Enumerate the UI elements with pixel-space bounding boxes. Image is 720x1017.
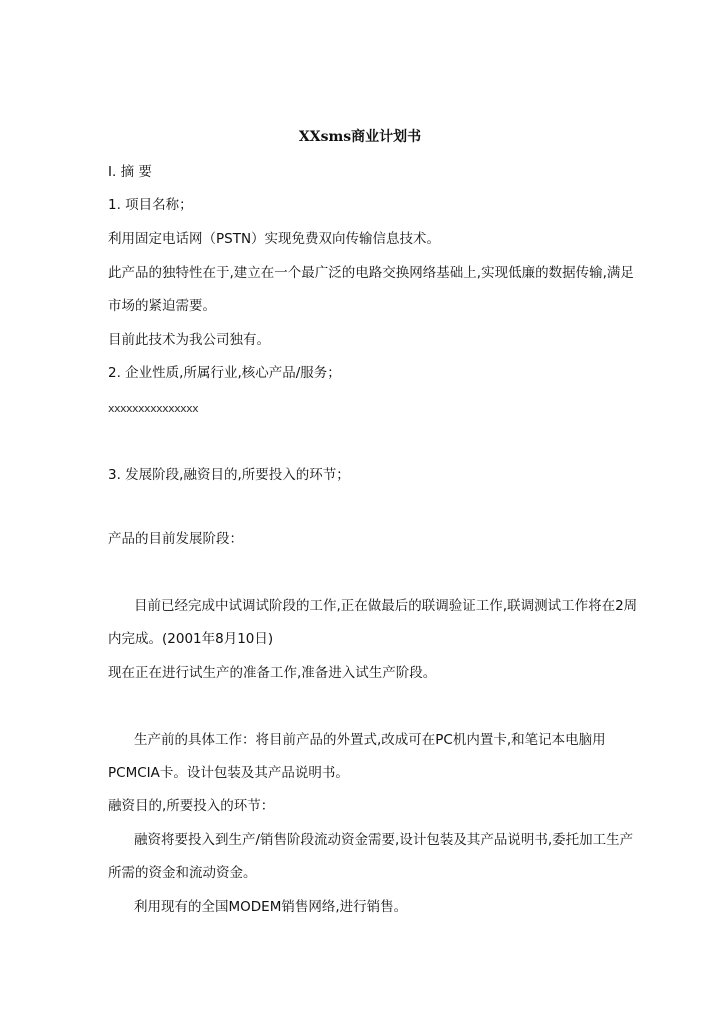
subheading-financing: 融资目的,所要投入的环节： — [108, 798, 275, 814]
paragraph-line: 利用固定电话网（PSTN）实现免费双向传输信息技术。 — [108, 231, 441, 247]
paragraph-line: 所需的资金和流动资金。 — [108, 865, 257, 881]
paragraph-line: 生产前的具体工作：将目前产品的外置式,改成可在PC机内置卡,和笔记本电脑用 — [134, 732, 606, 748]
paragraph-line: 融资将要投入到生产/销售阶段流动资金需要,设计包装及其产品说明书,委托加工生产 — [134, 832, 634, 848]
subheading-current-stage: 产品的目前发展阶段： — [108, 531, 243, 547]
section-heading-summary: I. 摘 要 — [108, 164, 152, 180]
paragraph-line: 目前此技术为我公司独有。 — [108, 332, 270, 348]
paragraph-line: 现在正在进行试生产的准备工作,准备进入试生产阶段。 — [108, 665, 437, 681]
paragraph-line: 目前已经完成中试调试阶段的工作,正在做最后的联调验证工作,联调测试工作将在2周 — [134, 598, 638, 614]
paragraph-line: 利用现有的全国MODEM销售网络,进行销售。 — [134, 899, 408, 915]
paragraph-line: 内完成。(2001年8月10日) — [108, 631, 274, 647]
paragraph-line: 此产品的独特性在于,建立在一个最广泛的电路交换网络基础上,实现低廉的数据传输,满足 — [108, 265, 634, 281]
paragraph-line: PCMCIA卡。设计包装及其产品说明书。 — [108, 765, 349, 781]
item-heading-stage: 3. 发展阶段,融资目的,所要投入的环节； — [108, 467, 350, 483]
paragraph-line: 市场的紧迫需要。 — [108, 298, 216, 314]
item-heading-enterprise: 2. 企业性质,所属行业,核心产品/服务； — [108, 365, 341, 381]
item-heading-project-name: 1. 项目名称； — [108, 197, 193, 213]
placeholder-text: xxxxxxxxxxxxxxx — [108, 402, 199, 415]
document-title: XXsms商业计划书 — [298, 129, 422, 145]
